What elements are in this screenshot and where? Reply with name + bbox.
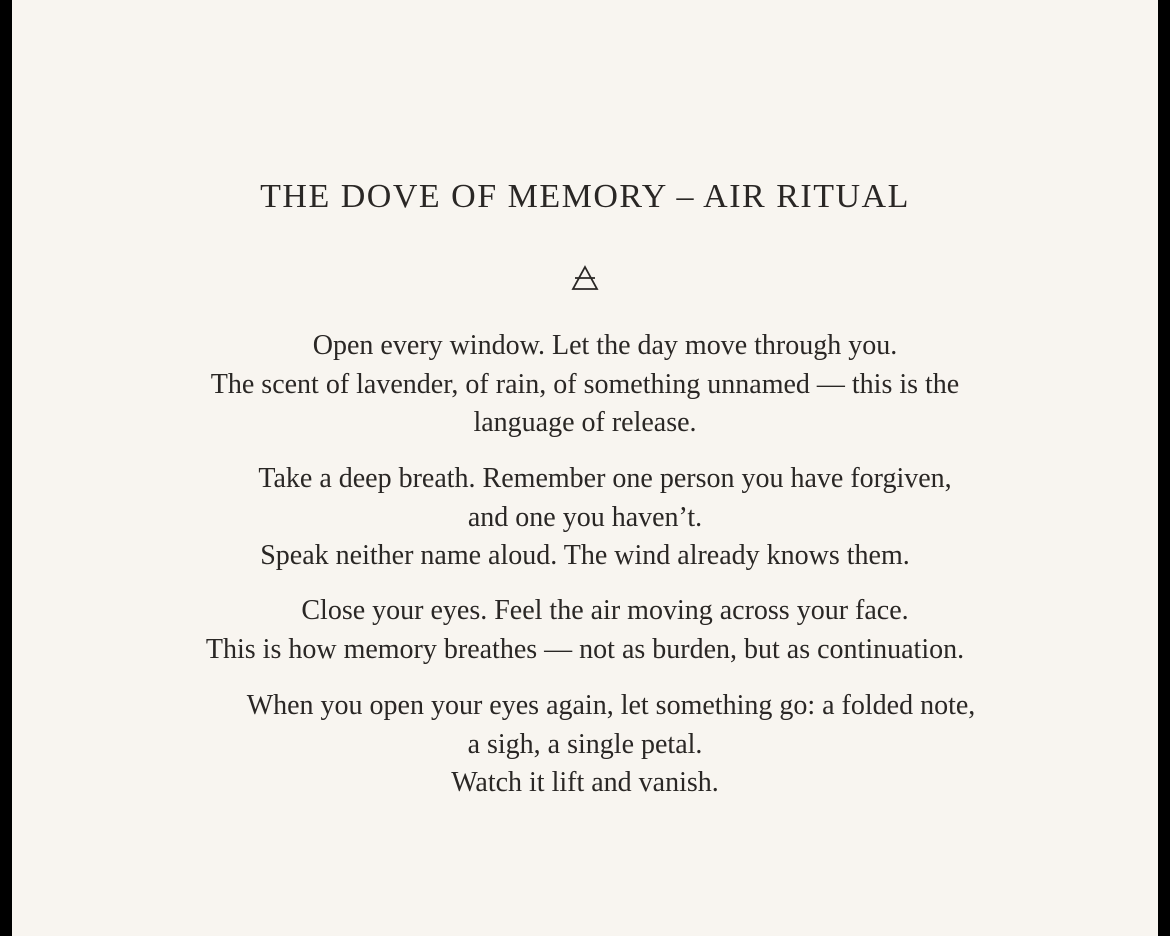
stanza-1-line-3: language of release. xyxy=(473,407,697,438)
stanza-1-line-2: The scent of lavender, of rain, of something unnamed — this is the xyxy=(210,369,960,400)
air-element-icon xyxy=(571,265,599,291)
stanza-4-line-2: a sigh, a single petal. xyxy=(467,729,703,760)
ritual-page xyxy=(12,0,1158,936)
stanza-2-line-2: and one you haven’t. xyxy=(467,502,703,533)
stanza-4-line-1: When you open your eyes again, let something go: a folded note, xyxy=(246,690,976,721)
stanza-3-line-2: This is how memory breathes — not as burden, but as continuation. xyxy=(205,634,965,665)
page-title: THE DOVE OF MEMORY – AIR RITUAL xyxy=(260,178,910,215)
stanza-4-line-3: Watch it lift and vanish. xyxy=(451,767,719,798)
stanza-2-line-3: Speak neither name aloud. The wind already knows them. xyxy=(260,540,910,571)
stanza-1-line-1: Open every window. Let the day move through you. xyxy=(312,330,898,361)
stanza-3-line-1: Close your eyes. Feel the air moving across your face. xyxy=(301,595,909,626)
stanza-2-line-1: Take a deep breath. Remember one person you have forgiven, xyxy=(258,463,952,494)
